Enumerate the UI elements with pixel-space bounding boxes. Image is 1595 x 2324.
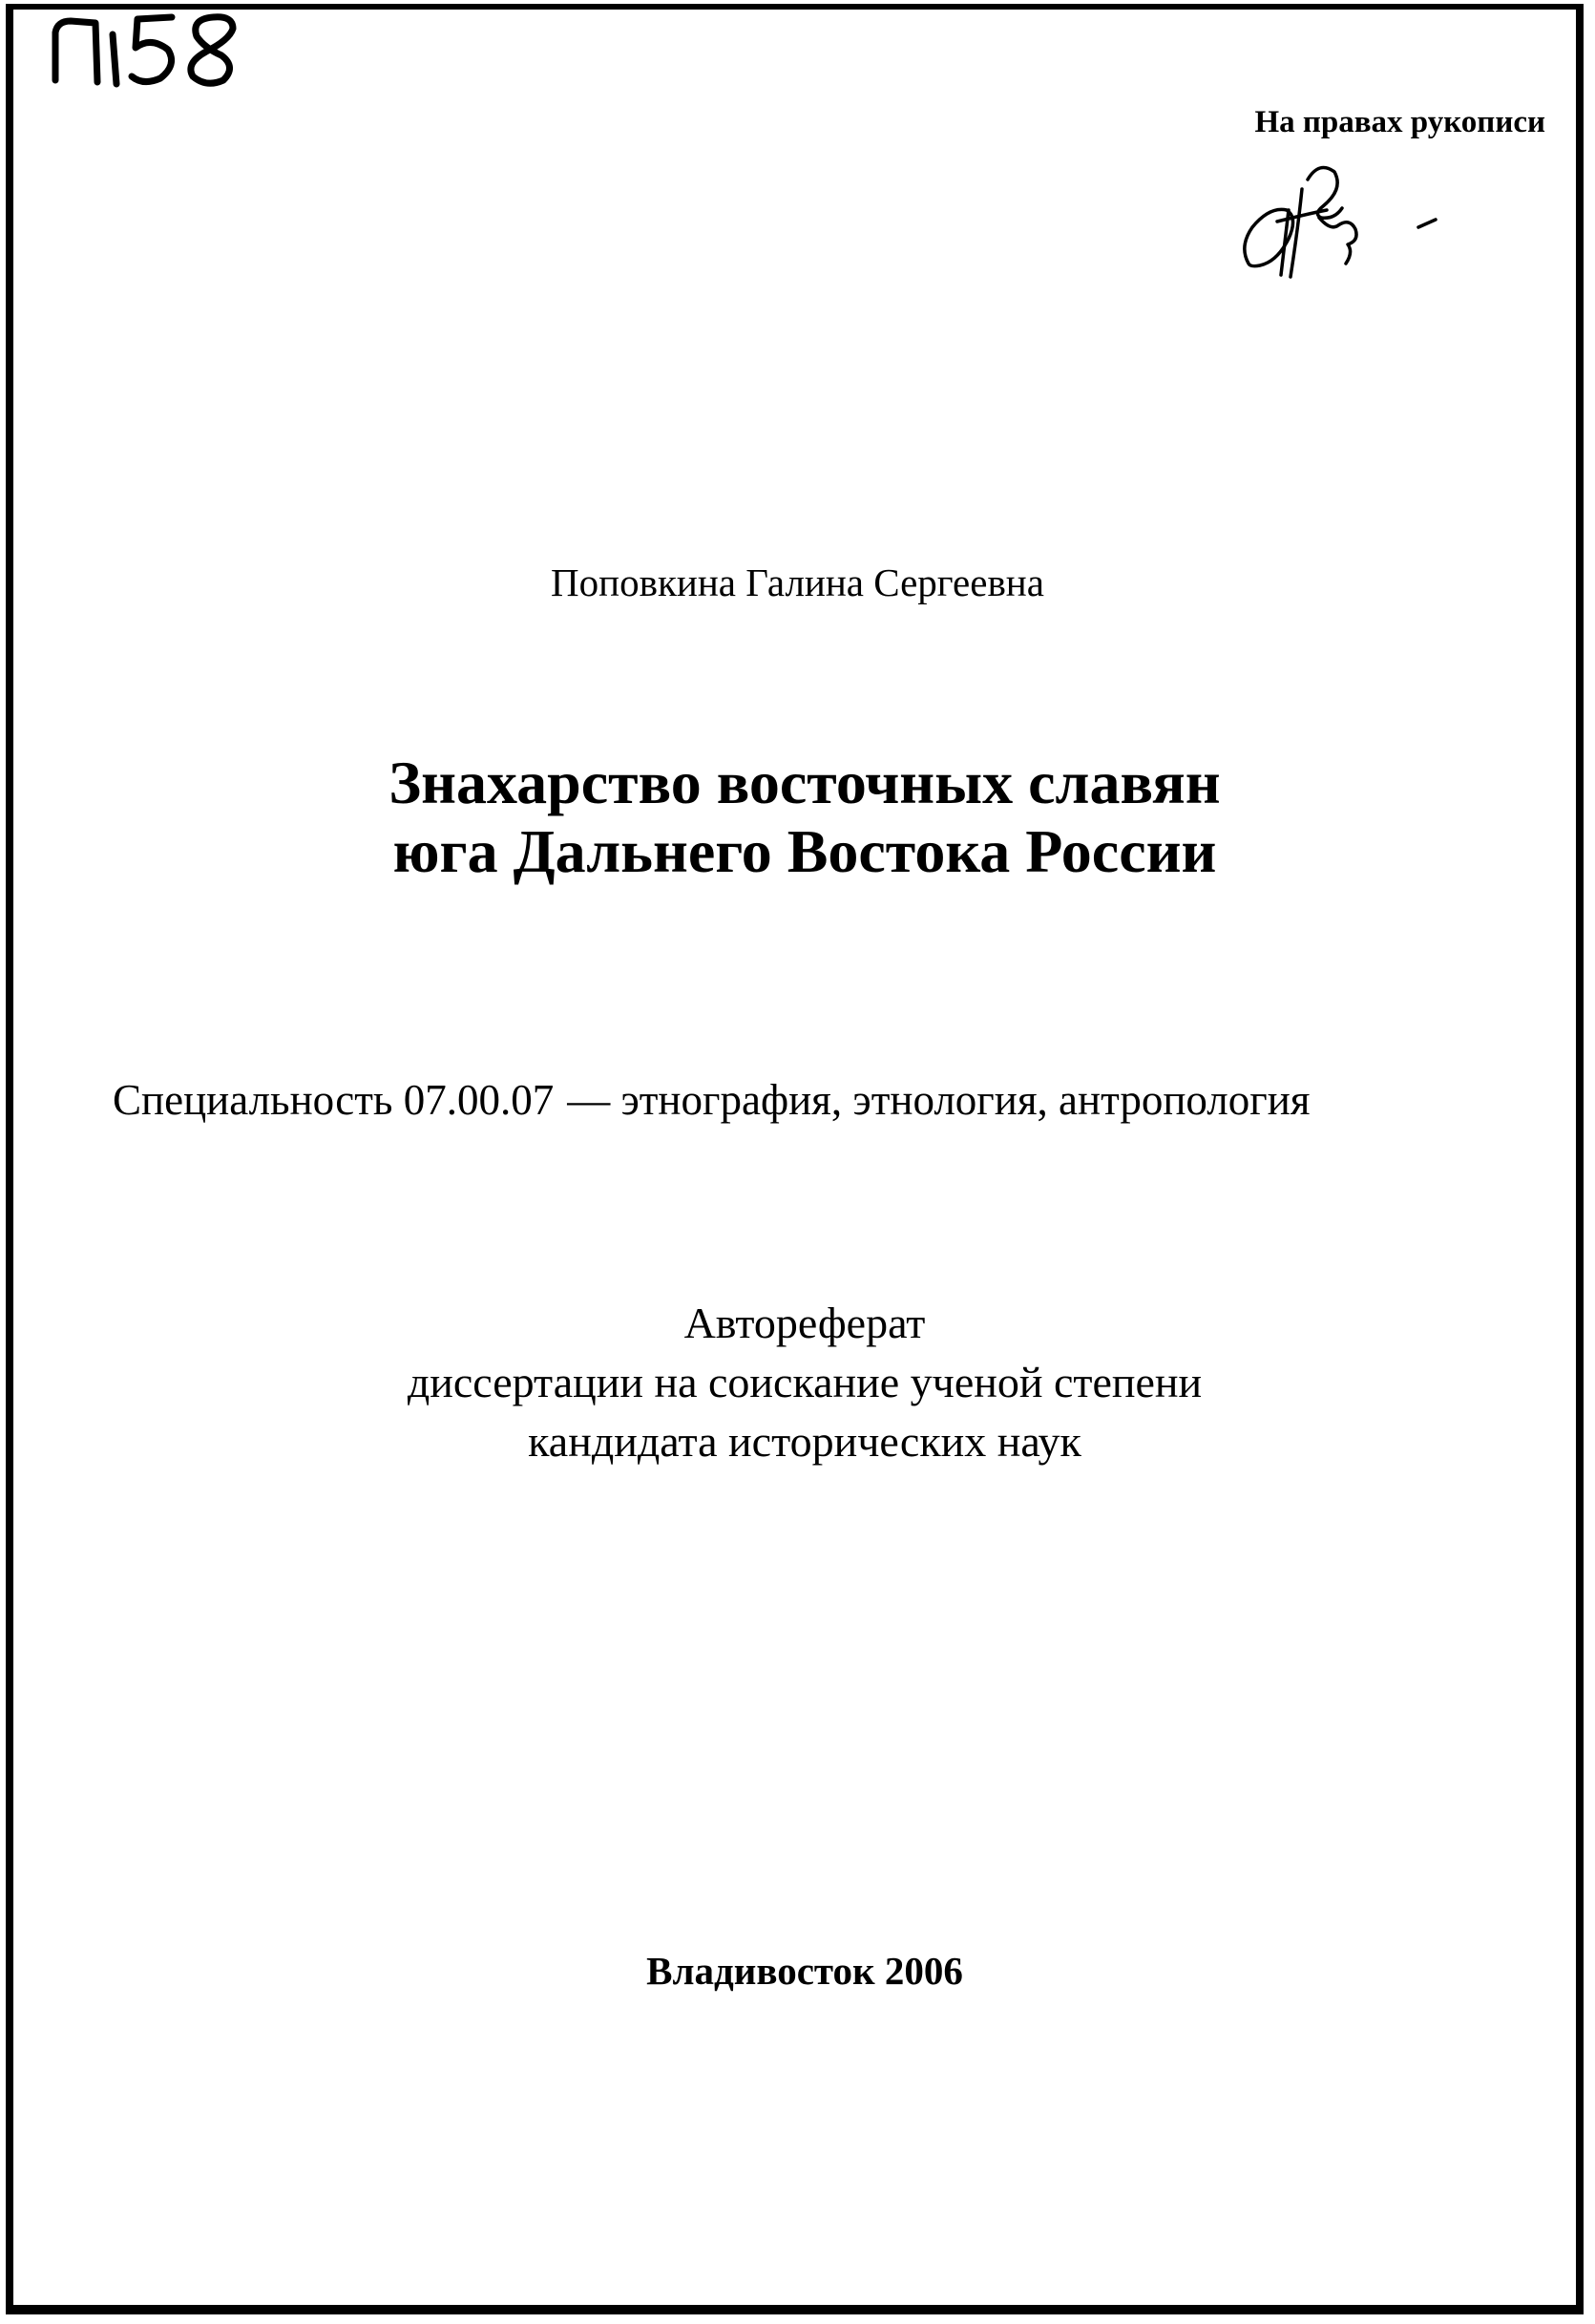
abstract-line-3: кандидата исторических наук	[528, 1417, 1081, 1466]
author-name: Поповкина Галина Сергеевна	[551, 560, 1044, 604]
handwritten-code	[46, 8, 246, 94]
abstract-line-1: Автореферат	[683, 1299, 926, 1347]
dissertation-title	[0, 749, 1595, 886]
specialty	[113, 1075, 1311, 1125]
specialty-prefix: Специальность 07.00.07	[113, 1076, 555, 1124]
specialty-description: — этнография, этнология, антропология	[567, 1076, 1311, 1124]
signature	[1231, 151, 1460, 294]
title-line-2: юга Дальнего Востока России	[392, 817, 1217, 885]
abstract-line-2: диссертации на соискание ученой степени	[407, 1358, 1203, 1406]
manuscript-rights-label: На правах рукописи	[1254, 105, 1545, 139]
title-line-1: Знахарство восточных славян	[388, 749, 1221, 816]
place-year: Владивосток 2006	[646, 1949, 963, 1993]
abstract-block	[0, 1294, 1595, 1471]
